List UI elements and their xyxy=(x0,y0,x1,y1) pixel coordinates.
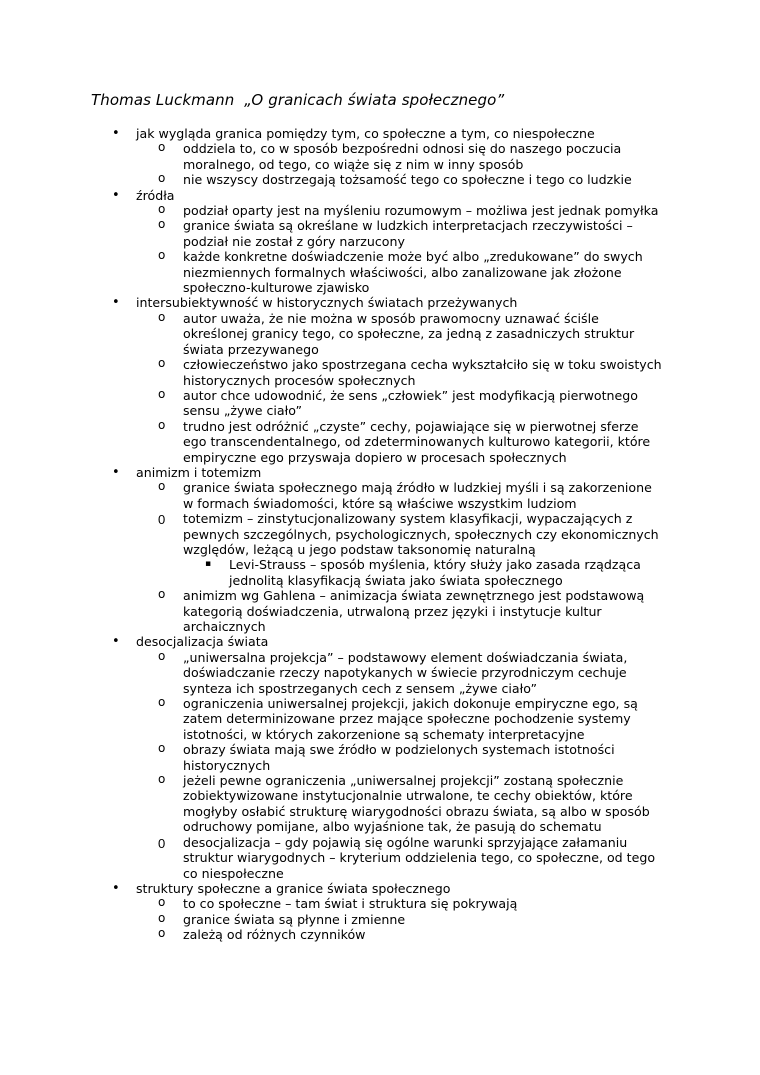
list-item-text-line: struktur wiarygodnych – kryterium oddzielenia tego, co społeczne, od tego xyxy=(183,850,656,866)
bullet-icon: • xyxy=(112,880,120,896)
circle-bullet-icon: o xyxy=(158,171,166,186)
list-item-text-line: intersubiektywność w historycznych światach przeżywanych xyxy=(136,295,518,311)
circle-bullet-icon: o xyxy=(158,309,166,324)
list-item-level-2 xyxy=(0,773,760,835)
list-item-text-line: granice świata są określane w ludzkich interpretacjach rzeczywistości – xyxy=(183,218,633,234)
list-item-text-line: w formach świadomości, które są właściwe wszystkim ludziom xyxy=(183,495,577,511)
circle-bullet-icon: o xyxy=(158,140,166,155)
document-title: Thomas Luckmann „O granicach świata społecznego” xyxy=(91,91,505,109)
list-item-text-line: historycznych xyxy=(183,757,271,773)
list-item-text-line: totemizm – zinstytucjonalizowany system klasyfikacji, wypaczających z xyxy=(183,511,633,527)
list-item-text-line: struktury społeczne a granice świata społecznego xyxy=(136,880,451,896)
list-item-text-line: niezmiennych formalnych właściwości, albo zanalizowane jak złożone xyxy=(183,264,622,280)
list-item-text-line: świata przezywanego xyxy=(183,341,319,357)
list-item-level-2 xyxy=(0,203,760,218)
bullet-icon: • xyxy=(112,187,120,203)
list-item-text-line: człowieczeństwo jako spostrzegana cecha wykształciło się w toku swoistych xyxy=(183,357,662,373)
list-item-level-2 xyxy=(0,311,760,357)
list-item-level-2 xyxy=(0,511,760,557)
circle-bullet-icon: o xyxy=(158,386,166,401)
list-item-text-line: autor chce udowodnić, że sens „człowiek” jest modyfikacją pierwotnego xyxy=(183,387,638,403)
notes-outline xyxy=(0,126,760,943)
list-item-text-line: nie wszyscy dostrzegają tożsamość tego co społeczne i tego co ludzkie xyxy=(183,172,632,188)
square-bullet-icon: ▪ xyxy=(205,559,212,570)
list-item-level-2 xyxy=(0,896,760,911)
list-item-text-line: historycznych procesów społecznych xyxy=(183,372,416,388)
list-item-text-line: każde konkretne doświadczenie może być albo „zredukowane” do swych xyxy=(183,249,643,265)
list-item-text-line: empiryczne ego przyswaja dopiero w procesach społecznych xyxy=(183,449,567,465)
list-item-level-2 xyxy=(0,141,760,172)
list-item-text-line: ograniczenia uniwersalnej projekcji, jakich dokonuje empiryczne ego, są xyxy=(183,696,638,712)
list-item-text-line: animizm i totemizm xyxy=(136,464,262,480)
list-item-text-line: jednolitą klasyfikacją świata jako świata społecznego xyxy=(229,572,563,588)
list-item-text-line: animizm wg Gahlena – animizacja świata zewnętrznego jest podstawową xyxy=(183,588,645,604)
list-item-level-2 xyxy=(0,249,760,295)
list-item-text-line: zależą od różnych czynników xyxy=(183,927,366,943)
circle-bullet-icon: o xyxy=(158,895,166,910)
list-item-text-line: określonej granicy tego, co społeczne, za jedną z zasadniczych struktur xyxy=(183,326,635,342)
list-item-text-line: kategorią doświadczenia, utrwaloną przez języki i instytucje kultur xyxy=(183,603,602,619)
circle-bullet-icon: o xyxy=(158,417,166,432)
circle-bullet-icon: o xyxy=(158,910,166,925)
list-item-text-line: archaicznych xyxy=(183,619,266,634)
list-item-text-line: oddziela to, co w sposób bezpośredni odnosi się do naszego poczucia xyxy=(183,141,622,157)
list-item-text-line: to co społeczne – tam świat i struktura się pokrywają xyxy=(183,896,518,912)
list-item-text-line: synteza ich spostrzeganych cech z sensem „żywe ciało” xyxy=(183,680,537,696)
circle-bullet-icon: o xyxy=(158,648,166,663)
list-item-text-line: odruchowy pomijane, albo wyjaśnione tak, że pasują do schematu xyxy=(183,819,602,835)
circle-bullet-icon: o xyxy=(158,772,166,787)
list-item-text-line: sensu „żywe ciało” xyxy=(183,403,302,419)
list-item-level-2 xyxy=(0,419,760,465)
list-item-level-2 xyxy=(0,650,760,696)
list-item-level-2 xyxy=(0,172,760,187)
list-item-text-line: Levi-Strauss – sposób myślenia, który służy jako zasada rządząca xyxy=(229,557,641,573)
list-item-level-2 xyxy=(0,696,760,742)
list-item-text-line: jak wygląda granica pomiędzy tym, co społeczne a tym, co niespołeczne xyxy=(136,126,595,141)
list-item-text-line: desocjalizacja – gdy pojawią się ogólne warunki sprzyjające załamaniu xyxy=(183,834,628,850)
circle-bullet-icon: o xyxy=(158,926,166,941)
list-item-text-line: zatem determinizowane przez mające społeczne pochodzenie systemy xyxy=(183,711,631,727)
bullet-icon: • xyxy=(112,464,120,480)
list-item-text-line: „uniwersalna projekcja” – podstawowy element doświadczania świata, xyxy=(183,649,628,665)
list-item-text-line: pewnych szczególnych, psychologicznych, społecznych czy ekonomicznych xyxy=(183,526,659,542)
list-item-level-2 xyxy=(0,588,760,634)
list-item-level-1 xyxy=(0,634,760,649)
list-item-level-1 xyxy=(0,465,760,480)
list-item-level-2 xyxy=(0,927,760,942)
list-item-level-1 xyxy=(0,881,760,896)
list-item-text-line: moralnego, od tego, co wiąże się z nim w inny sposób xyxy=(183,156,524,172)
circle-bullet-icon: o xyxy=(158,741,166,756)
list-item-text-line: istotności, w których zakorzenione są schematy interpretacyjne xyxy=(183,726,585,742)
list-item-text-line: obrazy świata mają swe źródło w podzielonych systemach istotności xyxy=(183,742,615,758)
list-item-text-line: granice świata społecznego mają źródło w ludzkiej myśli i są zakorzenione xyxy=(183,480,652,496)
list-item-text-line: desocjalizacja świata xyxy=(136,634,269,650)
zero-bullet-icon: 0 xyxy=(158,835,166,851)
bullet-icon: • xyxy=(112,126,120,141)
list-item-text-line: granice świata są płynne i zmienne xyxy=(183,911,406,927)
circle-bullet-icon: o xyxy=(158,356,166,371)
list-item-level-1 xyxy=(0,126,760,141)
circle-bullet-icon: o xyxy=(158,479,166,494)
list-item-text-line: doświadczanie rzeczy napotykanych w świecie przyrodniczym cechuje xyxy=(183,665,627,681)
list-item-level-2 xyxy=(0,357,760,388)
list-item-text-line: jeżeli pewne ograniczenia „uniwersalnej projekcji” zostaną społecznie xyxy=(183,773,624,789)
circle-bullet-icon: o xyxy=(158,217,166,232)
circle-bullet-icon: o xyxy=(158,248,166,263)
list-item-level-2 xyxy=(0,218,760,249)
bullet-icon: • xyxy=(112,295,120,311)
circle-bullet-icon: o xyxy=(158,587,166,602)
list-item-level-2 xyxy=(0,480,760,511)
list-item-text-line: podział nie został z góry narzucony xyxy=(183,233,405,249)
list-item-text-line: względów, leżącą u jego podstaw taksonomię naturalną xyxy=(183,541,536,557)
list-item-text-line: zobiektywizowane instytucjonalnie utrwalone, te cechy obiektów, które xyxy=(183,788,633,804)
list-item-level-1 xyxy=(0,295,760,310)
list-item-level-2 xyxy=(0,835,760,881)
list-item-text-line: mogłyby osłabić strukturę wiarygodności obrazu świata, są albo w sposób xyxy=(183,803,650,819)
list-item-level-3 xyxy=(0,557,760,588)
list-item-text-line: źródła xyxy=(136,187,175,203)
list-item-text-line: co niespołeczne xyxy=(183,865,284,881)
list-item-level-2 xyxy=(0,742,760,773)
list-item-level-2 xyxy=(0,388,760,419)
list-item-text-line: społeczno-kulturowe zjawisko xyxy=(183,280,370,296)
list-item-level-2 xyxy=(0,912,760,927)
list-item-text-line: trudno jest odróżnić „czyste” cechy, pojawiające się w pierwotnej sferze xyxy=(183,418,639,434)
list-item-text-line: ego transcendentalnego, od zdeterminowanych kulturowo kategorii, które xyxy=(183,434,651,450)
bullet-icon: • xyxy=(112,634,120,650)
circle-bullet-icon: o xyxy=(158,202,166,217)
zero-bullet-icon: 0 xyxy=(158,512,166,528)
list-item-text-line: podział oparty jest na myśleniu rozumowym – możliwa jest jednak pomyłka xyxy=(183,203,659,219)
list-item-text-line: autor uważa, że nie można w sposób prawomocny uznawać ściśle xyxy=(183,310,599,326)
list-item-level-1 xyxy=(0,188,760,203)
circle-bullet-icon: o xyxy=(158,695,166,710)
